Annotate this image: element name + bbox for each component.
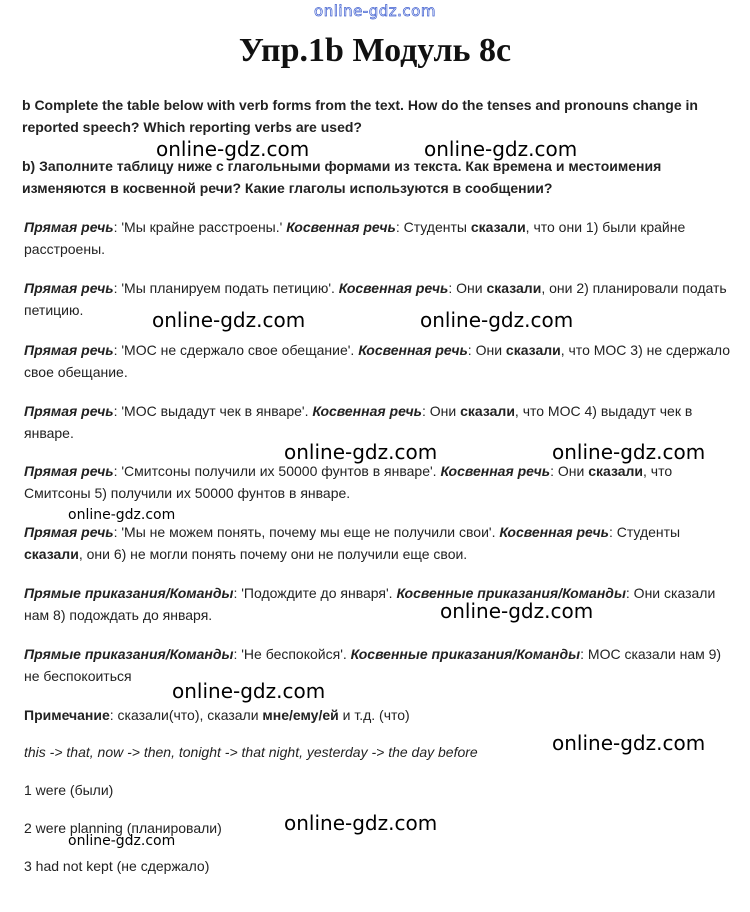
- task-english: b Complete the table below with verb forms from the text. How do the tenses and pronouns change in reported speech? Which reporting verbs are used?: [22, 97, 698, 135]
- direct-label: Прямая речь: [24, 219, 114, 235]
- direct-command-quote: : 'Подождите до января'.: [233, 585, 397, 601]
- watermark-small: online-gdz.com: [68, 833, 176, 849]
- watermark: online-gdz.com: [420, 308, 574, 332]
- note-pre: : сказали(что), сказали: [109, 707, 263, 723]
- said-word: сказали: [505, 342, 561, 358]
- watermark-top: online-gdz.com: [314, 2, 436, 20]
- reported-label: Косвенная речь: [338, 280, 449, 296]
- reported-pre: : Студенты: [395, 219, 471, 235]
- reported-command-text: : Они сказали нам 8) подождать до января.: [24, 585, 716, 623]
- reported-pre: : Они: [467, 342, 506, 358]
- reported-pre: : Студенты: [608, 524, 681, 540]
- said-word: сказали: [588, 463, 643, 479]
- item-5: [24, 460, 732, 504]
- answer-3: 3 had not kept (не сдержало): [24, 858, 210, 874]
- note-pronouns: мне/ему/ей: [262, 707, 339, 723]
- direct-quote: : 'Смитсоны получили их 50000 фунтов в январе'.: [113, 463, 441, 479]
- watermark: online-gdz.com: [284, 811, 438, 835]
- task-russian: b) Заполните таблицу ниже с глагольными формами из текста. Как времена и местоимения изменяются в косвенной речи? Какие глаголы используются в сообщении?: [22, 158, 662, 196]
- reported-post: , они 6) не могли понять почему они не получили еще свои.: [78, 546, 468, 562]
- note: [24, 704, 732, 726]
- watermark: online-gdz.com: [156, 137, 310, 161]
- page-title: Упр.1b Модуль 8с: [238, 32, 512, 69]
- reported-label: Косвенная речь: [499, 524, 609, 540]
- reported-post: , они 2) планировали подать петицию.: [24, 280, 727, 318]
- reported-post: , что Смитсоны 5) получили их 50000 фунтов в январе.: [24, 463, 673, 501]
- watermark: online-gdz.com: [440, 599, 594, 623]
- reported-post: , что МОС 3) не сдержало свое обещание.: [24, 342, 731, 380]
- reported-label: Косвенная речь: [286, 219, 396, 235]
- command-2: [24, 643, 732, 687]
- said-word: сказали: [470, 219, 526, 235]
- note-label: Примечание: [24, 707, 110, 723]
- reported-command-label: Косвенные приказания/Команды: [350, 646, 581, 662]
- direct-quote: : 'Мы крайне расстроены.': [113, 219, 287, 235]
- direct-command-label: Прямые приказания/Команды: [24, 646, 234, 662]
- said-word: сказали: [486, 280, 542, 296]
- watermark: online-gdz.com: [552, 731, 706, 755]
- reported-post: , что они 1) были крайне расстроены.: [24, 219, 686, 257]
- answer-2: 2 were planning (планировали): [24, 820, 222, 836]
- direct-label: Прямая речь: [24, 342, 114, 358]
- said-word: сказали: [460, 403, 515, 419]
- reported-pre: : Они: [550, 463, 589, 479]
- watermark: online-gdz.com: [152, 308, 306, 332]
- watermark: online-gdz.com: [424, 137, 578, 161]
- direct-label: Прямая речь: [24, 403, 114, 419]
- answer-1: 1 were (были): [24, 782, 114, 798]
- direct-command-label: Прямые приказания/Команды: [24, 585, 234, 601]
- direct-quote: : 'Мы не можем понять, почему мы еще не получили свои'.: [113, 524, 500, 540]
- command-1: [24, 582, 732, 626]
- direct-quote: : 'Мы планируем подать петицию'.: [113, 280, 339, 296]
- item-6: [24, 521, 732, 565]
- reported-command-label: Косвенные приказания/Команды: [396, 585, 626, 601]
- watermark: online-gdz.com: [552, 440, 706, 464]
- reported-pre: : Они: [448, 280, 487, 296]
- reported-post: , что МОС 4) выдадут чек в январе.: [24, 403, 693, 441]
- reported-label: Косвенная речь: [312, 403, 422, 419]
- direct-quote: : 'МОС выдадут чек в январе'.: [113, 403, 313, 419]
- direct-quote: : 'МОС не сдержало свое обещание'.: [113, 342, 359, 358]
- reported-label: Косвенная речь: [358, 342, 468, 358]
- reported-command-text: : МОС сказали нам 9) не беспокоиться: [24, 646, 722, 684]
- direct-command-quote: : 'Не беспокойся'.: [233, 646, 351, 662]
- direct-label: Прямая речь: [24, 280, 114, 296]
- item-3: [24, 339, 732, 383]
- reported-label: Косвенная речь: [440, 463, 551, 479]
- direct-label: Прямая речь: [24, 463, 114, 479]
- direct-label: Прямая речь: [24, 524, 114, 540]
- watermark: online-gdz.com: [284, 440, 438, 464]
- said-word: сказали: [24, 546, 79, 562]
- watermark: online-gdz.com: [172, 679, 326, 703]
- item-2: [24, 277, 732, 321]
- reported-pre: : Они: [421, 403, 461, 419]
- item-4: [24, 400, 732, 444]
- shift-examples: this -> that, now -> then, tonight -> that night, yesterday -> the day before: [24, 744, 478, 760]
- watermark-small: online-gdz.com: [68, 507, 176, 523]
- item-1: [24, 216, 732, 260]
- note-post: и т.д. (что): [338, 707, 410, 723]
